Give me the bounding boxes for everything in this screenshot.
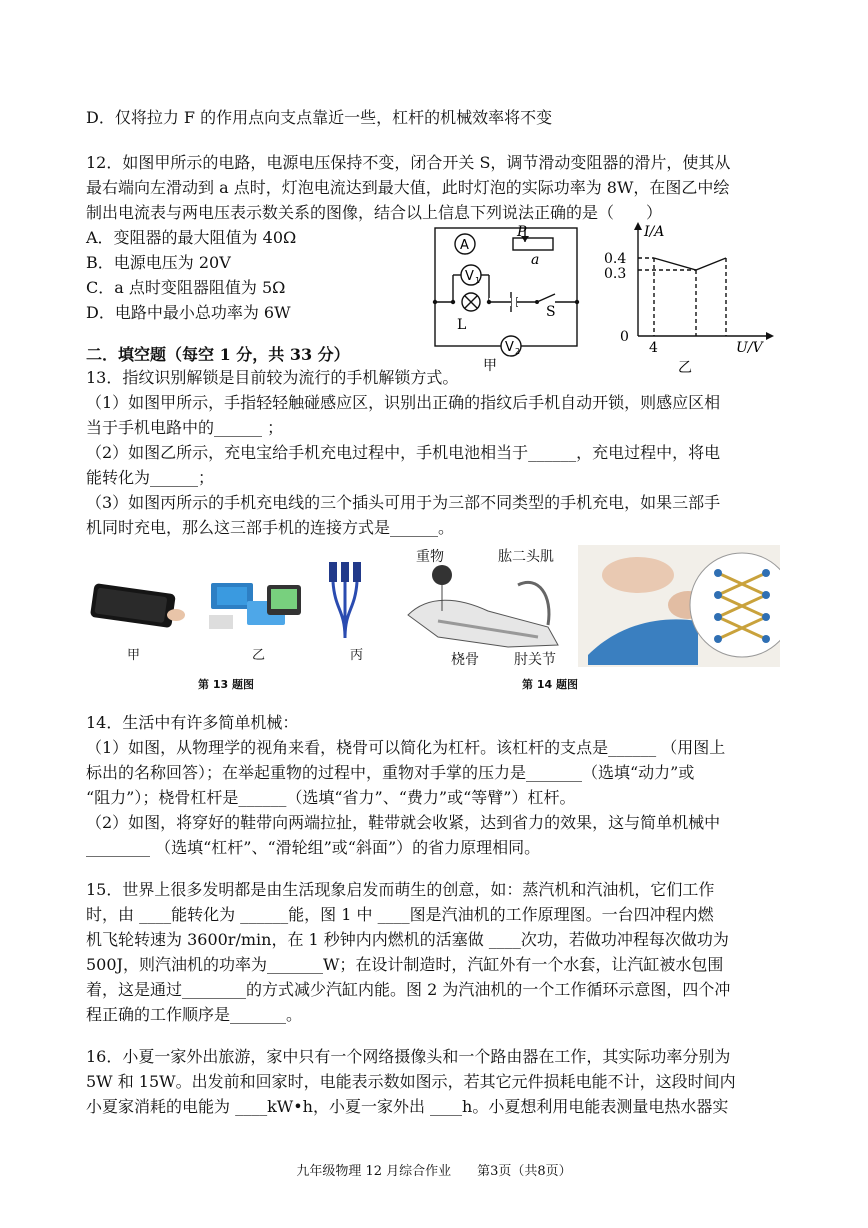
q14-part2-b: ________ （选填“杠杆”、“滑轮组”或“斜面”）的省力原理相同。 xyxy=(86,838,541,857)
q15-line-2: 时，由 ____能转化为 ______能，图 1 中 ____图是汽油机的工作原理图。一台四冲程内燃 xyxy=(86,905,714,924)
q12-option-a: A．变阻器的最大阻值为 40Ω xyxy=(86,228,297,247)
page-footer: 九年级物理 12 月综合作业 第3页（共8页） xyxy=(296,1164,572,1179)
q15-line-6: 程正确的工作顺序是_______。 xyxy=(86,1005,303,1024)
fig13-caption: 第 13 题图 xyxy=(198,678,254,691)
graph-caption: 乙 xyxy=(678,360,692,376)
fig13-label-bing: 丙 xyxy=(350,648,364,663)
v2-label: V xyxy=(505,340,514,355)
label-biceps: 肱二头肌 xyxy=(498,549,554,565)
q14-part1-a: （1）如图，从物理学的视角来看，桡骨可以简化为杠杆。该杠杆的支点是______ （用图上 xyxy=(86,738,726,757)
graph-ylabel: I/A xyxy=(644,224,665,240)
switch-label: S xyxy=(546,304,556,320)
v1-label: V xyxy=(465,269,474,284)
v1-subscript: 1 xyxy=(475,276,481,285)
q14-part2-a: （2）如图，将穿好的鞋带向两端拉扯，鞋带就会收紧，达到省力的效果，这与简单机械中 xyxy=(86,813,721,832)
section-heading: 二．填空题（每空 1 分，共 33 分） xyxy=(86,345,350,364)
q14-part1-c: “阻力”）；桡骨杠杆是______（选填“省力”、“费力”或“等臂”）杠杆。 xyxy=(86,788,576,807)
q16-line-2: 5W 和 15W。出发前和回家时，电能表示数如图示，若其它元件损耗电能不计，这段时间内 xyxy=(86,1072,736,1091)
phone-fingerprint-photo xyxy=(86,575,186,635)
circuit-caption: 甲 xyxy=(483,358,497,372)
shoelace-photo xyxy=(578,545,780,667)
q13-stem: 13．指纹识别解锁是目前较为流行的手机解锁方式。 xyxy=(86,368,459,387)
graph-ytick-0.3: 0.3 xyxy=(604,266,627,282)
q13-part1-b: 当于手机电路中的______ ； xyxy=(86,418,284,437)
iu-graph xyxy=(598,218,778,378)
q12-option-c: C．a 点时变阻器阻值为 5Ω xyxy=(86,278,286,297)
q15-line-1: 15．世界上很多发明都是由生活现象启发而萌生的创意，如：蒸汽机和汽油机，它们工作 xyxy=(86,880,715,899)
graph-xtick-4: 4 xyxy=(649,340,658,356)
q12-stem-1: 12．如图甲所示的电路，电源电压保持不变，闭合开关 S，调节滑动变阻器的滑片，使其从 xyxy=(86,153,731,172)
q13-part1-a: （1）如图甲所示，手指轻轻触碰感应区，识别出正确的指纹后手机自动开锁，则感应区相 xyxy=(86,393,721,412)
q12-stem-2: 最右端向左滑动到 a 点时，灯泡电流达到最大值，此时灯泡的实际功率为 8W，在图乙中绘 xyxy=(86,178,730,197)
label-elbow: 肘关节 xyxy=(514,652,556,668)
circuit-diagram xyxy=(425,222,585,372)
fig13-label-yi: 乙 xyxy=(252,648,266,663)
q16-line-3: 小夏家消耗的电能为 ____kW•h，小夏一家外出 ____h。小夏想利用电能表测量电热水器实 xyxy=(86,1097,729,1116)
point-a-label: a xyxy=(531,252,540,268)
graph-origin: 0 xyxy=(620,329,629,345)
slider-p-label: P xyxy=(517,224,527,240)
q14-part1-b: 标出的名称回答）；在举起重物的过程中，重物对手掌的压力是_______（选填“动力”或 xyxy=(86,763,695,782)
powerbank-photo xyxy=(207,575,307,637)
lamp-label: L xyxy=(457,317,467,333)
charging-cable-photo xyxy=(325,560,365,642)
q15-line-3: 机飞轮转速为 3600r/min，在 1 秒钟内内燃机的活塞做 ____次功，若做功冲程每次做功为 xyxy=(86,930,729,949)
q13-part2-a: （2）如图乙所示，充电宝给手机充电过程中，手机电池相当于______，充电过程中，将电 xyxy=(86,443,721,462)
v2-subscript: 2 xyxy=(515,347,521,356)
q12-option-d: D．电路中最小总功率为 6W xyxy=(86,303,291,322)
q13-part3-b: 机同时充电，那么这三部手机的连接方式是______。 xyxy=(86,518,455,537)
q15-line-5: 着，这是通过________的方式减少汽缸内能。图 2 为汽油机的一个工作循环示意图，四个冲 xyxy=(86,980,731,999)
fig14-caption: 第 14 题图 xyxy=(522,678,578,691)
q13-part3-a: （3）如图丙所示的手机充电线的三个插头可用于为三部不同类型的手机充电，如果三部手 xyxy=(86,493,721,512)
label-radius: 桡骨 xyxy=(451,652,479,668)
ammeter-label: A xyxy=(460,238,469,253)
graph-ytick-0.4: 0.4 xyxy=(604,251,627,267)
graph-xlabel: U/V xyxy=(736,340,763,356)
q14-stem: 14．生活中有许多简单机械： xyxy=(86,713,299,732)
q12-stem-3: 制出电流表与两电压表示数关系的图像，结合以上信息下列说法正确的是（ ） xyxy=(86,203,663,222)
fig13-label-jia: 甲 xyxy=(127,648,141,663)
q13-part2-b: 能转化为______； xyxy=(86,468,215,487)
q12-option-b: B．电源电压为 20V xyxy=(86,253,231,272)
label-weight: 重物 xyxy=(416,549,444,565)
q16-line-1: 16．小夏一家外出旅游，家中只有一个网络摄像头和一个路由器在工作，其实际功率分别为 xyxy=(86,1047,731,1066)
q15-line-4: 500J，则汽油机的功率为_______W；在设计制造时，汽缸外有一个水套，让汽缸被水包围 xyxy=(86,955,724,974)
q11-option-d: D．仅将拉力 F 的作用点向支点靠近一些，杠杆的机械效率将不变 xyxy=(86,108,553,127)
